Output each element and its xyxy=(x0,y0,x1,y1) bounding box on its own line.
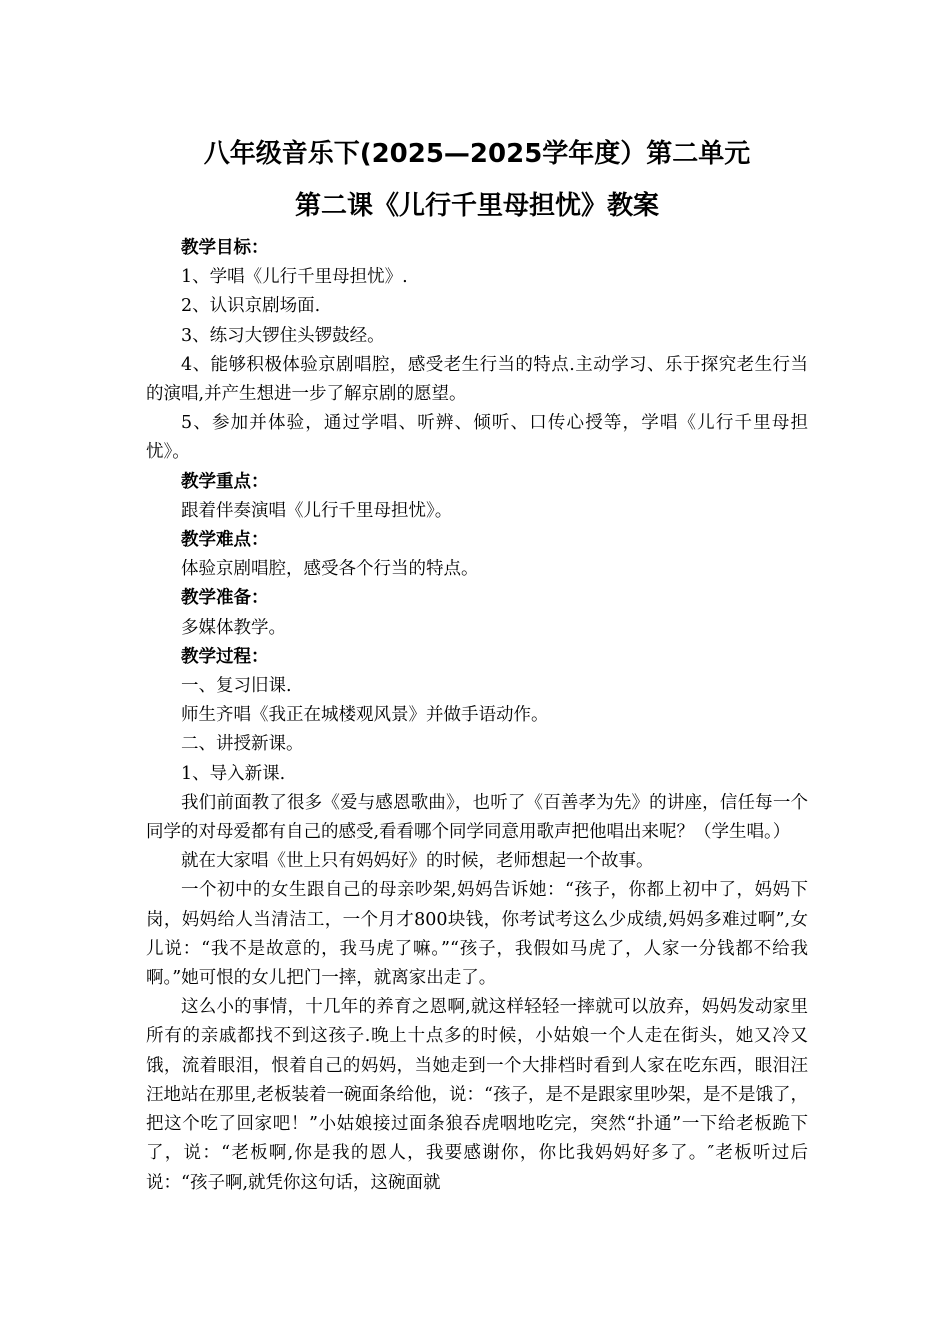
document-page xyxy=(146,128,808,1198)
body-paragraph: 这么小的事情，十几年的养育之恩啊,就这样轻轻一摔就可以放弃，妈妈发动家里所有的亲戚都找不到这孩子.晚上十点多的时候，小姑娘一个人走在街头，她又冷又饿，流着眼泪，恨着自己的妈妈，当她走到一个大排档时看到人家在吃东西，眼泪汪汪地站在那里,老板装着一碗面条给他，说：“孩子，是不是跟家里吵架，是不是饿了，把这个吃了回家吧！”小姑娘接过面条狼吞虎咽地吃完，突然“扑通”一下给老板跪下了，说：“老板啊,你是我的恩人，我要感谢你，你比我妈妈好多了。″老板听过后说：“孩子啊,就凭你这句话，这碗面就 xyxy=(146,997,809,1193)
body-paragraph: 4、能够积极体验京剧唱腔，感受老生行当的特点.主动学习、乐于探究老生行当的演唱,并产生想进一步了解京剧的愿望。 xyxy=(146,354,808,405)
body-paragraph: 1、学唱《儿行千里母担忧》. xyxy=(181,267,408,288)
body-paragraph: 3、练习大锣住头锣鼓经。 xyxy=(181,325,385,346)
document-subtitle: 第二课《儿行千里母担忧》教案 xyxy=(294,191,659,221)
body-paragraph: 师生齐唱《我正在城楼观风景》并做手语动作。 xyxy=(181,705,549,726)
body-paragraph: 5、参加并体验，通过学唱、听辨、倾听、口传心授等，学唱《儿行千里母担忧》。 xyxy=(146,413,808,463)
body-paragraph: 多媒体教学。 xyxy=(181,617,286,638)
body-paragraph: 二、讲授新课。 xyxy=(181,734,304,755)
body-paragraph: 一、复习旧课. xyxy=(181,676,292,697)
body-paragraph: 1、导入新课. xyxy=(181,763,286,784)
body-paragraph: 2、认识京剧场面. xyxy=(181,296,321,317)
body-paragraph: 就在大家唱《世上只有妈妈好》的时候，老师想起一个故事。 xyxy=(181,851,654,872)
body-paragraph: 一个初中的女生跟自己的母亲吵架,妈妈告诉她：“孩子，你都上初中了，妈妈下岗，妈妈给人当清洁工，一个月才800块钱，你考试考这么少成绩,妈妈多难过啊”,女儿说：“我不是故意的，我马虎了嘛。”“孩子，我假如马虎了，人家一分钱都不给我啊。”她可恨的女儿把门一摔，就离家出走了。 xyxy=(146,880,808,989)
body-paragraph: 我们前面教了很多《爱与感恩歌曲》，也听了《百善孝为先》的讲座，信任每一个同学的对母爱都有自己的感受,看看哪个同学同意用歌声把他唱出来呢？（学生唱。） xyxy=(146,792,808,843)
document-title: 八年级音乐下(2025—2025学年度）第二单元 xyxy=(203,139,751,169)
section-heading: 教学目标： xyxy=(181,238,269,258)
body-paragraph: 跟着伴奏演唱《儿行千里母担忧》。 xyxy=(181,500,453,521)
section-heading: 教学难点： xyxy=(181,530,269,551)
section-heading: 教学重点： xyxy=(181,471,269,492)
body-paragraph: 体验京剧唱腔，感受各个行当的特点。 xyxy=(181,559,479,580)
section-heading: 教学准备： xyxy=(181,588,269,609)
document-body xyxy=(146,234,808,1198)
section-heading: 教学过程： xyxy=(181,646,269,667)
